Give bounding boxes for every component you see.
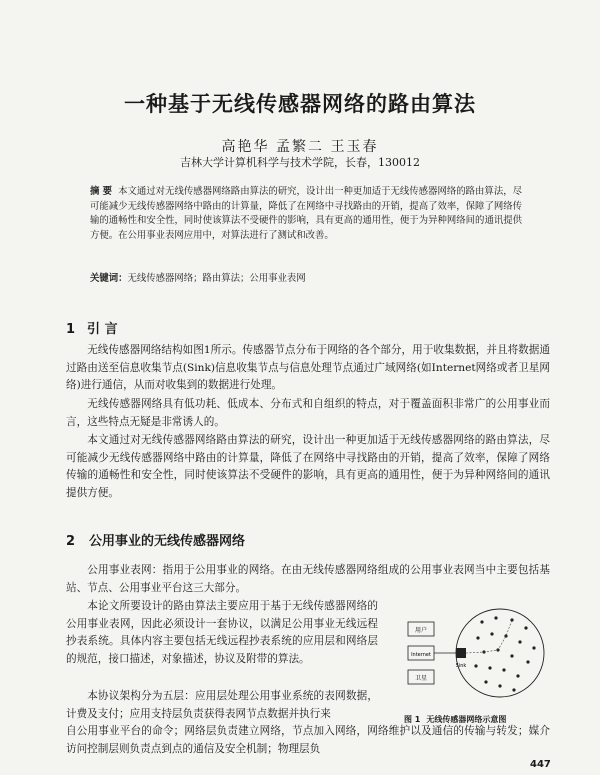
sensor-node	[480, 620, 483, 623]
section-2-title: 公用事业的无线传感器网络	[89, 534, 246, 549]
sensor-node	[502, 668, 505, 671]
figure-boxes	[408, 622, 434, 684]
sensor-node	[526, 660, 529, 663]
section-1-heading	[66, 318, 118, 337]
sensor-node	[516, 674, 519, 677]
sensor-node	[518, 640, 521, 643]
figure-number: 图 1	[404, 715, 421, 724]
sensor-node	[510, 618, 513, 621]
sensor-node	[484, 680, 487, 683]
abstract-label: 摘 要	[90, 186, 113, 197]
abstract	[90, 185, 522, 243]
section-2-number: 2	[66, 534, 76, 549]
abstract-text: 本文通过对无线传感器网络路由算法的研究，设计出一种更加适于无线传感器网络的路由算法，尽可能减少无线传感器网络中路由的计算量，降低了在网络中寻找路由的开销，提高了效率，保障了网络传输的通畅性和安全性，同时使该算法不受硬件的影响，具有更高的通用性，便于为异种网络间的通讯提供方便。在公用事业表网应用中，对算法进行了测试和改善。	[90, 186, 522, 241]
sink-node-square	[456, 648, 466, 658]
section-2-paragraph-3: 本协议架构分为五层：应用层处理公用事业系统的表网数据，计费及支付；应用支持层负责获得表网节点数据并执行来	[66, 690, 378, 720]
sensor-node	[494, 616, 497, 619]
satellite-box-label: 卫星	[414, 675, 428, 682]
section-1-paragraph-3: 本文通过对无线传感器网络路由算法的研究，设计出一种更加适于无线传感器网络的路由算法，尽可能减少无线传感器网络中路由的计算量，降低了在网络中寻找路由的开销，提高了效率，保障了网络传输的通畅性和安全性，同时使该算法不受硬件的影响，具有更高的通用性，便于为异种网络间的通讯提供方便。	[66, 434, 550, 499]
sensor-node	[476, 636, 479, 639]
sensor-node	[532, 646, 535, 649]
figure-caption-text: 无线传感器网络示意图	[426, 715, 507, 724]
sensor-node	[510, 654, 513, 657]
page-number: 447	[530, 759, 551, 770]
sensor-node	[474, 664, 477, 667]
user-box-label: 用户	[414, 627, 428, 634]
sensor-node	[490, 632, 493, 635]
network-diagram-figure	[400, 598, 550, 713]
sensor-node	[512, 688, 515, 691]
paper-title: 一种基于无线传感器网络的路由算法	[124, 92, 476, 116]
section-2-paragraph-1: 公用事业表网：指用于公用事业的网络。在由无线传感器网络组成的公用事业表网当中主要包括基站、节点、公用事业平台这三大部分。	[66, 564, 550, 594]
section-1-title: 引 言	[87, 322, 118, 337]
sensor-node	[504, 634, 507, 637]
section-2-paragraph-2: 本论文所要设计的路由算法主要应用于基于无线传感器网络的公用事业表网，因此必须设计一套协议，以满足公用事业无线远程抄表系统。具体内容主要包括无线远程抄表系统的应用层和网络层的规范，接口描述，对象描述，协议及附带的算法。	[66, 600, 378, 665]
authors: 高艳华 孟繁二 王玉春	[221, 139, 379, 155]
sink-node-label: Sink	[455, 663, 467, 669]
sensor-node	[488, 666, 491, 669]
sensor-node	[498, 684, 501, 687]
section-1-number: 1	[66, 322, 76, 337]
sensor-node	[524, 626, 527, 629]
section-1-paragraph-2: 无线传感器网络具有低功耗、低成本、分布式和自组织的特点，对于覆盖面积非常广的公用事业而言，这些特点无疑是非常诱人的。	[66, 398, 550, 428]
sensor-field-circle	[456, 609, 544, 697]
sink-node	[456, 648, 467, 669]
internet-box-label: Internet	[411, 652, 431, 658]
keywords-text: 无线传感器网络；路由算法；公用事业表网	[127, 273, 306, 284]
section-1-paragraph-1: 无线传感器网络结构如图1所示。传感器节点分布于网络的各个部分，用于收集数据，并且将数据通过路由送至信息收集节点(Sink)信息收集节点与信息处理节点通过广域网络(如Internet网络或者卫星网络)进行通信，从而对收集到的数据进行处理。	[66, 344, 550, 391]
keywords-label: 关键词：	[90, 273, 128, 284]
keywords	[90, 272, 522, 286]
figure-caption	[404, 714, 554, 725]
sensor-nodes	[474, 616, 535, 691]
section-2-heading	[66, 530, 245, 549]
section-2-paragraph-4: 自公用事业平台的命令；网络层负责建立网络，节点加入网络，网络维护以及通信的传输与转发；媒介访问控制层则负责点到点的通信及安全机制；物理层负	[66, 725, 550, 755]
affiliation: 吉林大学计算机科学与技术学院，长春，130012	[180, 156, 420, 169]
